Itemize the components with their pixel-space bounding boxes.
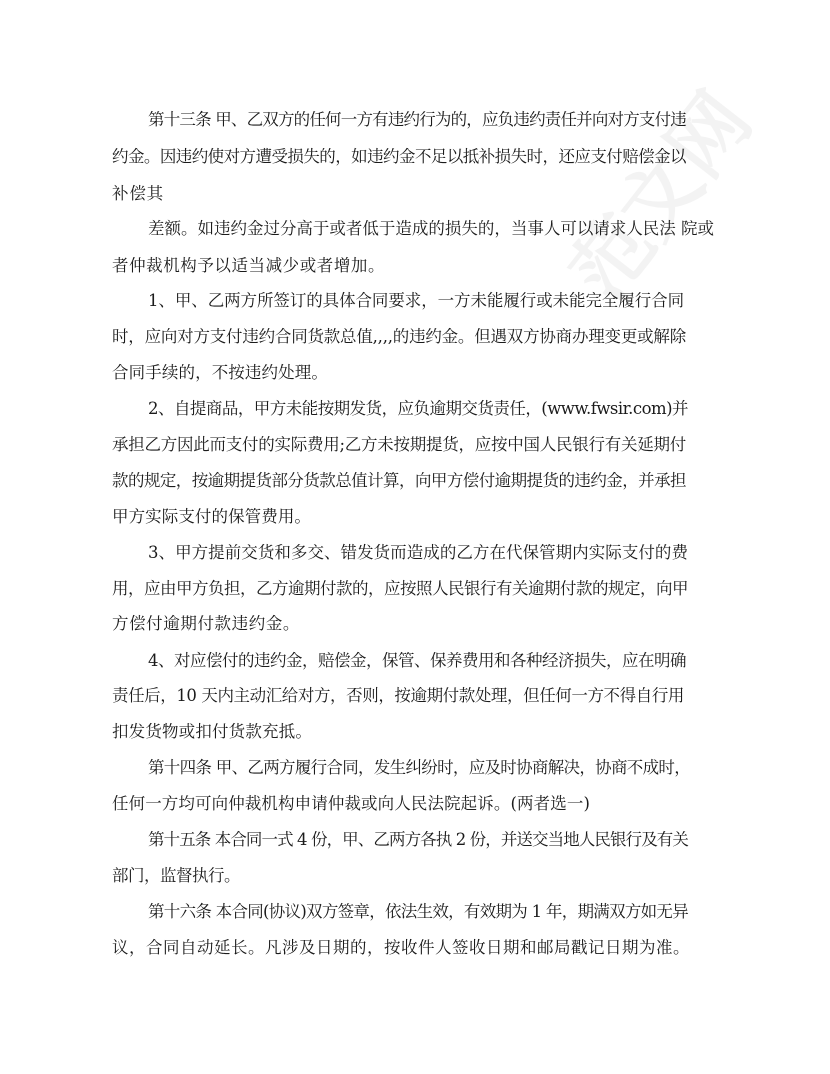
text-line: 甲方实际支付的保管费用。 [112, 507, 311, 526]
text-line: 约金。因违约使对方遭受损失的，如违约金不足以抵补损失时，还应支付赔偿金以 [112, 147, 687, 166]
text-line: 差额。如违约金过分高于或者低于造成的损失的，当事人可以请求人民法 院或 [148, 219, 714, 238]
text-line: 扣发货物或扣付货款充抵。 [112, 722, 312, 741]
text-line: 2、自提商品，甲方未能按期发货，应负逾期交货责任，(www.fwsir.com)并 [148, 399, 688, 418]
text-line: 用，应由甲方负担，乙方逾期付款的，应按照人民银行有关逾期付款的规定，向甲 [112, 579, 688, 598]
text-line: 承担乙方因此而支付的实际费用;乙方未按期提货，应按中国人民银行有关延期付 [112, 435, 686, 454]
text-line: 4、对应偿付的违约金，赔偿金，保管、保养费用和各种经济损失，应在明确 [148, 651, 686, 670]
text-line: 第十五条 本合同一式 4 份，甲、乙两方各执 2 份，并送交当地人民银行及有关 [148, 830, 688, 849]
text-line: 部门，监督执行。 [112, 866, 240, 885]
text-line: 款的规定，按逾期提货部分货款总值计算，向甲方偿付逾期提货的违约金，并承担 [112, 471, 687, 490]
text-line: 第十六条 本合同(协议)双方签章，依法生效，有效期为 1 年，期满双方如无异 [148, 902, 688, 921]
text-line: 1、甲、乙两方所签订的具体合同要求，一方未能履行或未能完全履行合同 [148, 291, 684, 310]
text-line: 第十四条 甲、乙两方履行合同，发生纠纷时，应及时协商解决，协商不成时， [148, 758, 690, 777]
text-line: 合同手续的，不按违约处理。 [112, 363, 328, 382]
text-line: 第十三条 甲、乙双方的任何一方有违约行为的，应负违约责任并向对方支付违 [148, 110, 686, 129]
text-line: 议，合同自动延长。凡涉及日期的，按收件人签收日期和邮局戳记日期为准。 [112, 938, 690, 957]
text-line: 3、甲方提前交货和多交、错发货而造成的乙方在代保管期内实际支付的费 [148, 543, 688, 562]
watermark [540, 66, 772, 319]
text-line: 补偿其 [112, 184, 164, 203]
text-line: 方偿付逾期付款违约金。 [112, 614, 300, 633]
text-line: 责任后，10 天内主动汇给对方，否则，按逾期付款处理，但任何一方不得自行用 [112, 686, 684, 705]
text-line: 任何一方均可向仲裁机构申请仲裁或向人民法院起诉。(两者选一) [112, 794, 590, 813]
text-line: 时，应向对方支付违约合同货款总值,,,,的违约金。但遇双方协商办理变更或解除 [112, 327, 686, 346]
text-line: 者仲裁机构予以适当减少或者增加。 [112, 256, 385, 275]
